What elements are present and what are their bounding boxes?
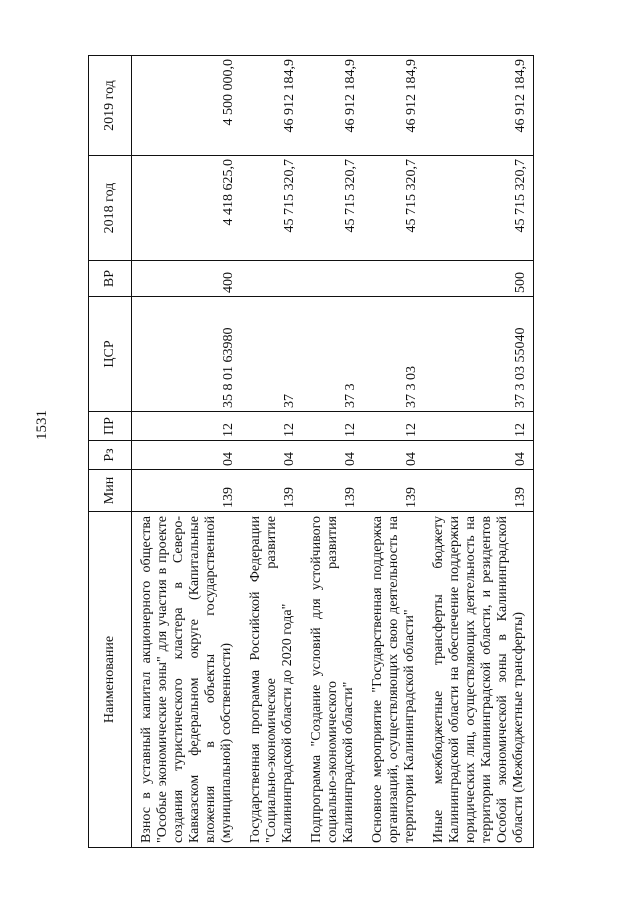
header-2018: 2018 год bbox=[89, 156, 132, 261]
row-csr: 37 3 03 55040 bbox=[424, 297, 534, 412]
row-2019: 4 500 000,0 bbox=[132, 56, 242, 156]
row-csr: 37 3 03 bbox=[363, 297, 424, 412]
header-min: Мин bbox=[89, 470, 132, 512]
row-csr: 35 8 01 63980 bbox=[132, 297, 242, 412]
header-pr: ПР bbox=[89, 412, 132, 441]
header-2019: 2019 год bbox=[89, 56, 132, 156]
row-2018: 45 715 320,7 bbox=[302, 156, 363, 261]
table-row bbox=[424, 56, 534, 848]
table-row bbox=[363, 56, 424, 848]
header-name: Наименование bbox=[89, 512, 132, 848]
row-pr: 12 bbox=[241, 412, 302, 441]
row-rz: 04 bbox=[363, 441, 424, 470]
row-min: 139 bbox=[363, 470, 424, 512]
row-name: Иные межбюджетные трансферты бюджету Калининградской области на обеспечение поддержки юридических лиц, осуществляющих деятельность на территории Калининградской области, и резидентов Особой экономической зоны в Калининградской области (Межбюджетные трансферты) bbox=[424, 512, 534, 848]
header-rz: Рз bbox=[89, 441, 132, 470]
rotated-table-container bbox=[88, 56, 595, 848]
row-rz: 04 bbox=[132, 441, 242, 470]
header-csr: ЦСР bbox=[89, 297, 132, 412]
row-vr bbox=[363, 261, 424, 297]
row-min: 139 bbox=[132, 470, 242, 512]
row-min: 139 bbox=[241, 470, 302, 512]
row-vr bbox=[241, 261, 302, 297]
row-rz: 04 bbox=[424, 441, 534, 470]
row-name: Подпрограмма "Создание условий для устойчивого социально-экономического развития Калининградской области" bbox=[302, 512, 363, 848]
row-2019: 46 912 184,9 bbox=[302, 56, 363, 156]
table-row bbox=[132, 56, 242, 848]
row-min: 139 bbox=[424, 470, 534, 512]
row-rz: 04 bbox=[241, 441, 302, 470]
page-number: 1531 bbox=[34, 410, 50, 440]
row-2019: 46 912 184,9 bbox=[241, 56, 302, 156]
budget-table bbox=[88, 55, 534, 848]
row-name: Основное мероприятие "Государственная поддержка организаций, осуществляющих свою деятельность на территории Калининградской области" bbox=[363, 512, 424, 848]
table-row bbox=[241, 56, 302, 848]
row-pr: 12 bbox=[132, 412, 242, 441]
row-2018: 45 715 320,7 bbox=[424, 156, 534, 261]
row-min: 139 bbox=[302, 470, 363, 512]
row-rz: 04 bbox=[302, 441, 363, 470]
row-pr: 12 bbox=[424, 412, 534, 441]
row-vr: 400 bbox=[132, 261, 242, 297]
row-2018: 45 715 320,7 bbox=[363, 156, 424, 261]
row-2018: 4 418 625,0 bbox=[132, 156, 242, 261]
row-vr: 500 bbox=[424, 261, 534, 297]
row-name: Взнос в уставный капитал акционерного общества "Особые экономические зоны" для участия в проекте создания туристического кластера в Северо-Кавказском федеральном округе (Капитальные вложения в объекты государственной (муниципальной) собственности) bbox=[132, 512, 242, 848]
table-header bbox=[89, 56, 132, 848]
row-csr: 37 3 bbox=[302, 297, 363, 412]
row-pr: 12 bbox=[302, 412, 363, 441]
row-name: Государственная программа Российской Федерации "Социально-экономическое развитие Калининградской области до 2020 года" bbox=[241, 512, 302, 848]
table-row bbox=[302, 56, 363, 848]
row-pr: 12 bbox=[363, 412, 424, 441]
row-2019: 46 912 184,9 bbox=[424, 56, 534, 156]
row-2019: 46 912 184,9 bbox=[363, 56, 424, 156]
row-vr bbox=[302, 261, 363, 297]
table-body bbox=[132, 56, 534, 848]
header-vr: ВР bbox=[89, 261, 132, 297]
row-2018: 45 715 320,7 bbox=[241, 156, 302, 261]
row-csr: 37 bbox=[241, 297, 302, 412]
